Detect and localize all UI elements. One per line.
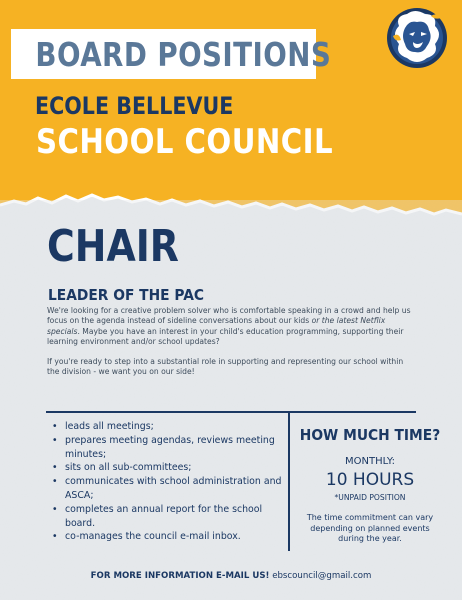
time-hours: 10 HOURS [325, 470, 415, 490]
duties-list [50, 420, 285, 544]
contact-email[interactable]: ebscouncil@gmail.com [272, 571, 372, 581]
role-title: CHAIR [47, 221, 179, 272]
time-variation: The time commitment can vary depending on planned events during the year. [306, 513, 434, 543]
intro-text-end: . Maybe you have an interest in your child's education programming, supporting their learning environment and/or school updates? [47, 326, 404, 347]
role-subtitle: LEADER OF THE PAC [48, 286, 205, 304]
time-frequency: MONTHLY: [345, 456, 395, 467]
duty-item: • communicates with school administration and ASCA; [50, 475, 285, 503]
time-heading: HOW MUCH TIME? [299, 426, 441, 444]
time-commitment [290, 420, 450, 545]
role-description [47, 306, 415, 386]
call-to-action: If you're ready to step into a substantial role in supporting and representing our school within the division - we want you on our side! [47, 356, 404, 377]
duty-item: • co-manages the council e-mail inbox. [50, 530, 285, 544]
intro-italic: or the latest Netflix specials [47, 316, 386, 336]
unpaid-note: *UNPAID POSITION [334, 493, 406, 502]
duty-item: • sits on all sub-committees; [50, 461, 285, 475]
duty-item: • prepares meeting agendas, reviews meeting minutes; [50, 434, 285, 462]
horizontal-divider [46, 411, 416, 413]
intro-paragraph [47, 306, 415, 348]
page-title: BOARD POSITIONS [35, 35, 332, 74]
footer-label: FOR MORE INFORMATION E-MAIL US! [90, 571, 270, 581]
school-name: ECOLE BELLEVUE [35, 92, 234, 120]
duty-item: • leads all meetings; [50, 420, 285, 434]
council-name: SCHOOL COUNCIL [36, 122, 334, 162]
intro-text: We're looking for a creative problem solver who is comfortable speaking in a crowd and help us focus on the agenda instead of sideline conversations about our kids [47, 306, 411, 326]
footer [0, 571, 462, 581]
duty-item: • completes an annual report for the school board. [50, 503, 285, 531]
